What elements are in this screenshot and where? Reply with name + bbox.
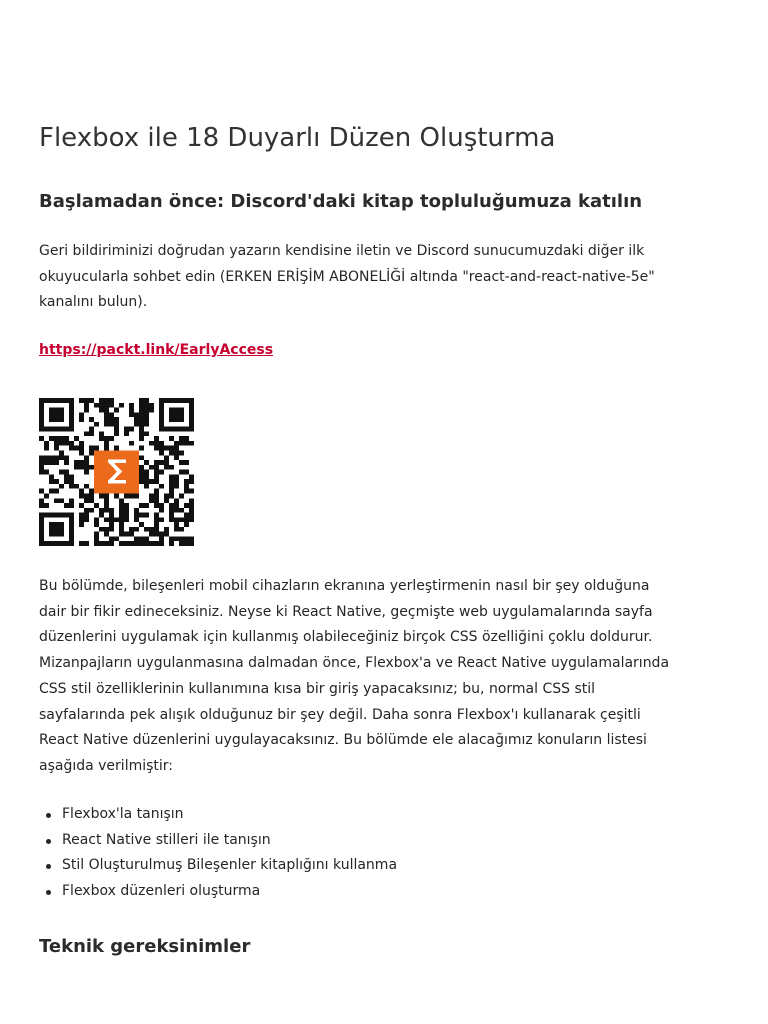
topic-label: Stil Oluşturulmuş Bileşenler kitaplığını kullanma [62, 857, 398, 873]
bullet-icon [46, 864, 51, 869]
bullet-icon [46, 813, 51, 818]
community-paragraph: Geri bildiriminizi doğrudan yazarın kendisine iletin ve Discord sunucumuzdaki diğer ilk okuyucularla sohbet edin (ERKEN ERİŞİM ABONELİĞİ altında "react-and-react-native-5e" kanalını bulun). [39, 243, 655, 311]
chapter-intro-paragraph: Bu bölümde, bileşenleri mobil cihazların ekranına yerleştirmenin nasıl bir şey olduğuna dair bir fikir edineceksiniz. Neyse ki React Native, geçmişte web uygulamalarında sayfa düzenlerini uygulamak için kullanmış olabileceğiniz birçok CSS özelliğini çoklu doldurur. Mizanpajların uygulanmasına dalmadan önce, Flexbox'a ve React Native uygulamalarında CSS stil özelliklerinin kullanımına kısa bir giriş yapacaksınız; bu, normal CSS stil sayfalarında pek alışık olduğunuz bir şey değil. Daha sonra Flexbox'ı kullanarak çeşitli React Native düzenlerini uygulayacaksınız. Bu bölümde ele alacağımız konuların listesi aşağıda verilmiştir: [39, 578, 670, 774]
qr-logo-badge [94, 451, 139, 494]
early-access-link[interactable]: https://packt.link/EarlyAccess [39, 342, 274, 358]
bullet-icon [46, 839, 51, 844]
topic-list [39, 802, 679, 904]
topic-label: React Native stilleri ile tanışın [62, 831, 271, 848]
qr-code-icon[interactable] [39, 398, 194, 546]
bullet-icon [46, 890, 51, 895]
topic-label: Flexbox düzenleri oluşturma [62, 882, 261, 899]
topic-label: Flexbox'la tanışın [62, 806, 184, 822]
list-item [39, 879, 679, 905]
list-item [39, 853, 679, 879]
community-heading: Başlamadan önce: Discord'daki kitap topluluğumuza katılın [39, 191, 643, 212]
chapter-title: Flexbox ile 18 Duyarlı Düzen Oluşturma [39, 123, 556, 153]
list-item [39, 802, 679, 828]
list-item [39, 828, 679, 854]
technical-requirements-heading: Teknik gereksinimler [39, 936, 251, 957]
